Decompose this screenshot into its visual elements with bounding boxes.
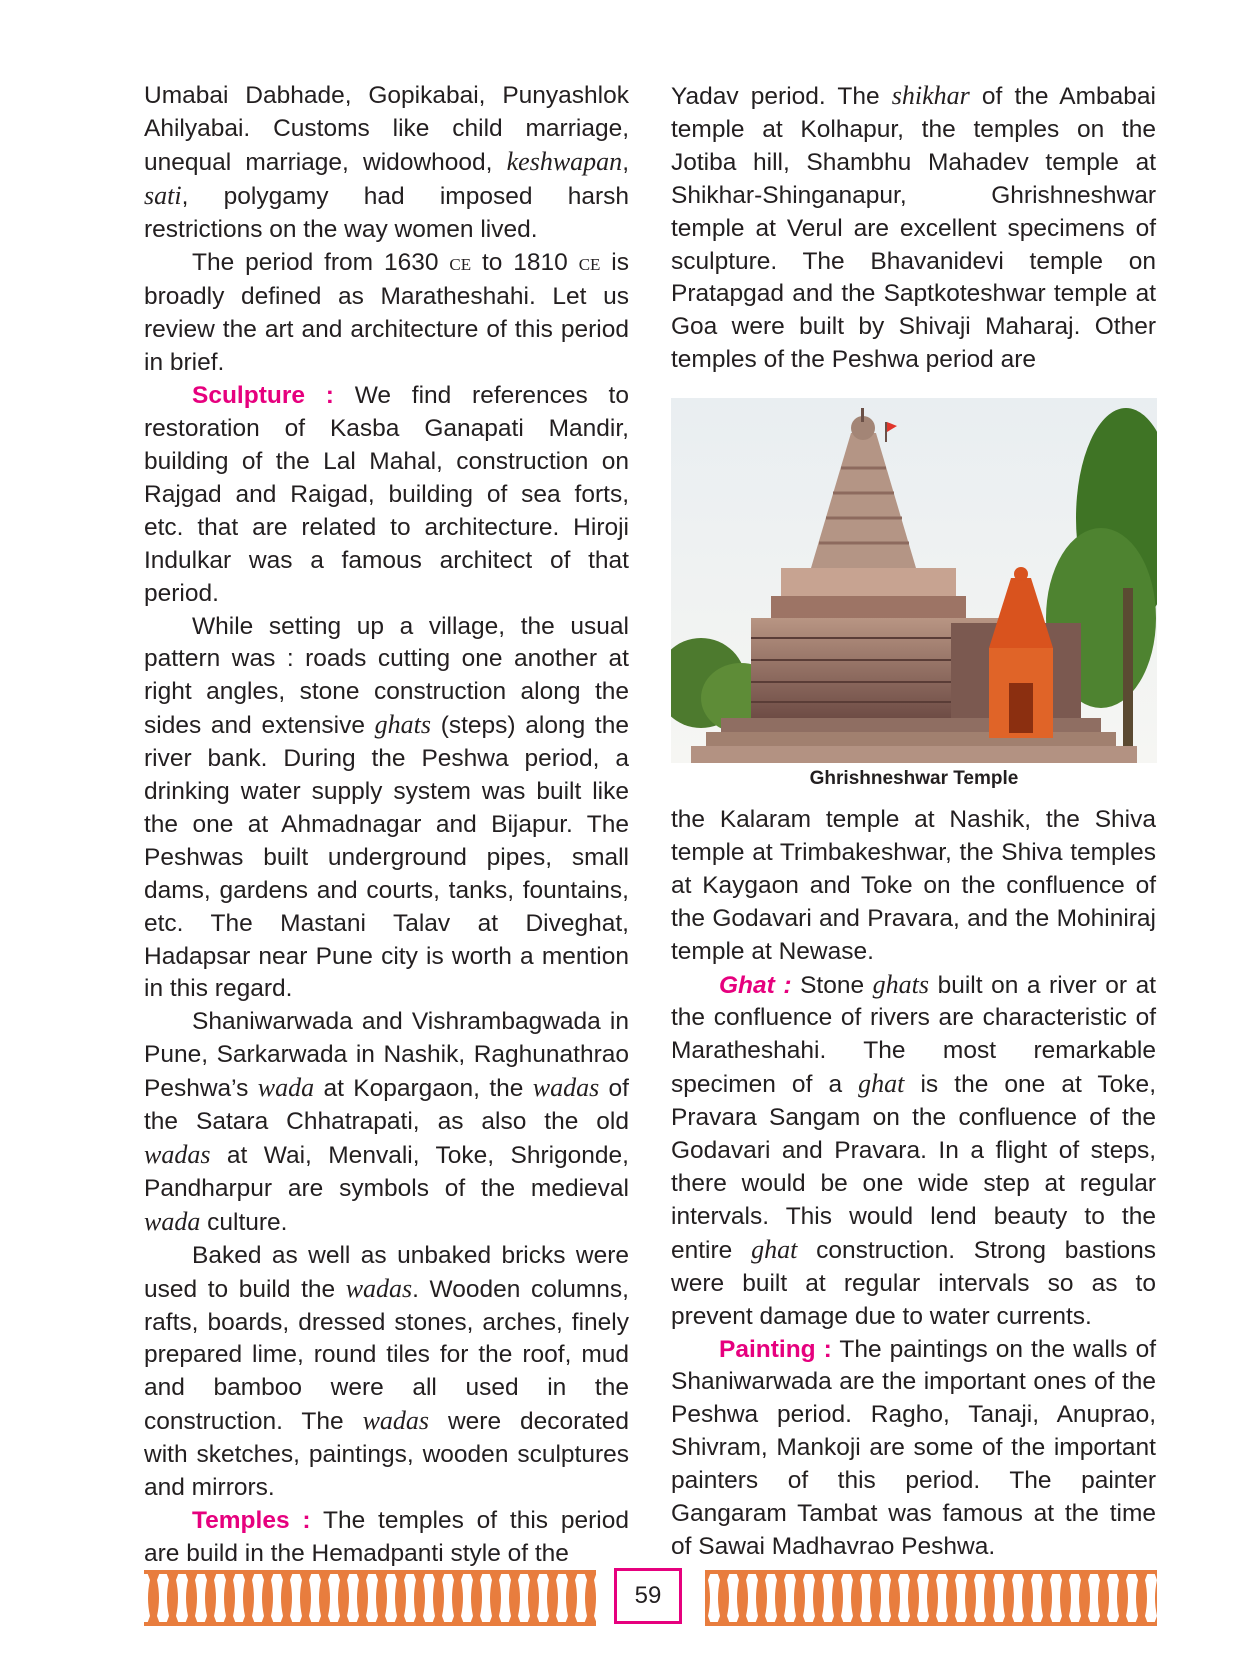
paragraph: While setting up a village, the usual pattern was : roads cutting one another at right angles, stone construction along the sides and extensive ghats (steps) along the river bank. During the Peshwa period, a drinking water supply system was built like the one at Ahmadnagar and Bijapur. The Peshwas built underground pipes, small dams, gardens and courts, tanks, fountains, etc. The Mastani Talav at Diveghat, Hadapsar near Pune city is worth a mention in this regard. <box>144 612 629 1003</box>
temple-photo <box>671 398 1157 763</box>
left-column <box>144 80 629 1571</box>
page-number <box>614 1568 682 1624</box>
paragraph-temples: Temples : The temples of this period are build in the Hemadpanti style of the <box>144 1506 629 1567</box>
section-heading-temples: Temples : <box>192 1506 311 1534</box>
figure-caption: Ghrishneshwar Temple <box>809 768 1019 789</box>
paragraph: The period from 1630 CE to 1810 CE is broadly defined as Maratheshahi. Let us review the art and architecture of this period in brief. <box>144 248 629 377</box>
section-heading-ghat: Ghat : <box>719 971 792 999</box>
right-column-lower <box>671 804 1156 1564</box>
right-column-upper <box>671 80 1156 377</box>
section-heading-painting: Painting : <box>719 1335 832 1363</box>
section-heading-sculpture: Sculpture : <box>192 382 334 410</box>
paragraph-ghat: Ghat : Stone ghats built on a river or at the confluence of rivers are characteristic of Maratheshahi. The most remarkable specimen of a ghat is the one at Toke, Pravara Sangam on the confluence of the Godavari and Pravara. In a flight of steps, there would be one wide step at regular intervals. This would lend beauty to the entire ghat construction. Strong bastions were built at regular intervals so as to prevent damage due to water currents. <box>671 969 1157 1330</box>
paragraph: Shaniwarwada and Vishrambagwada in Pune, Sarkarwada in Nashik, Raghunathrao Peshwa’s wada at Kopargaon, the wadas of the Satara Chhatrapati, as also the old wadas at Wai, Menvali, Toke, Shrigonde, Pandharpur are symbols of the medieval wada culture. <box>144 1008 629 1236</box>
paragraph: Yadav period. The shikhar of the Ambabai temple at Kolhapur, the temples on the Jotiba hill, Shambhu Mahadev temple at Shikhar-Shinganapur, Ghrishneshwar temple at Verul are excellent specimens of sculpture. The Bhavanidevi temple on Pratapgad and the Saptkoteshwar temple at Goa were built by Shivaji Maharaj. Other temples of the Peshwa period are <box>671 81 1156 374</box>
paragraph: Baked as well as unbaked bricks were used to build the wadas. Wooden columns, rafts, boards, dressed stones, arches, finely prepared lime, round tiles for the roof, mud and bamboo were all used in the construction. The wadas were decorated with sketches, paintings, wooden sculptures and mirrors. <box>144 1241 630 1502</box>
paragraph: Umabai Dabhade, Gopikabai, Punyashlok Ahilyabai. Customs like child marriage, unequal marriage, widowhood, keshwapan, sati, polygamy had imposed harsh restrictions on the way women lived. <box>144 82 629 243</box>
page-number-text: 59 <box>634 1582 662 1609</box>
paragraph-painting: Painting : The paintings on the walls of Shaniwarwada are the important ones of the Peshwa period. Ragho, Tanaji, Anuprao, Shivram, Mankoji are some of the important painters of this period. The painter Gangaram Tambat was famous at the time of Sawai Madhavrao Peshwa. <box>671 1335 1156 1560</box>
paragraph: the Kalaram temple at Nashik, the Shiva temple at Trimbakeshwar, the Shiva temples at Kaygaon and Toke on the confluence of the Godavari and Pravara, and the Mohiniraj temple at Newase. <box>671 806 1156 965</box>
paragraph-sculpture: Sculpture : We find references to restoration of Kasba Ganapati Mandir, building of the Lal Mahal, construction on Rajgad and Raigad, building of sea forts, etc. that are related to architecture. Hiroji Indulkar was a famous architect of that period. <box>144 382 629 607</box>
